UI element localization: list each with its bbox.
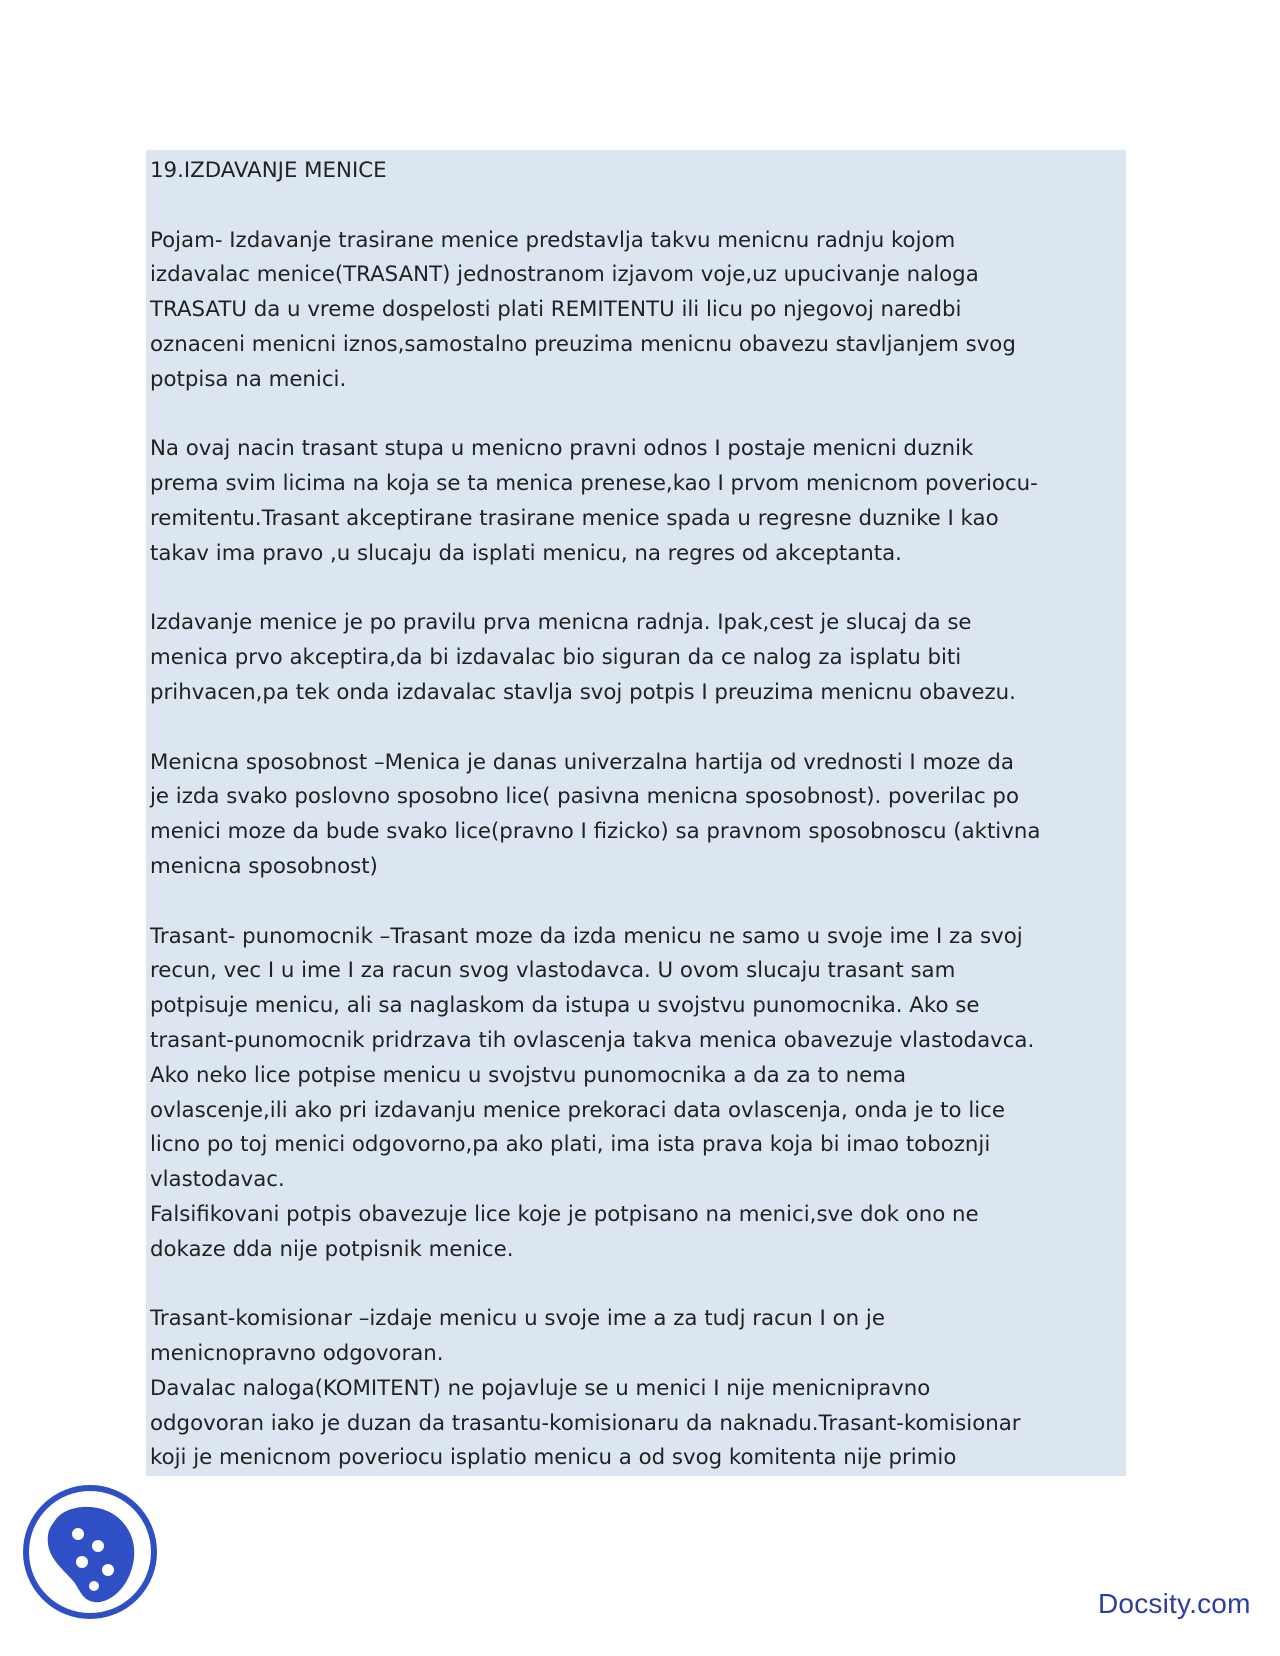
text-line: Na ovaj nacin trasant stupa u menicno pravni odnos I postaje menicni duznik	[150, 436, 974, 462]
text-line: menicnopravno odgovoran.	[150, 1341, 444, 1367]
text-line: oznaceni menicni iznos,samostalno preuzima menicnu obavezu stavljanjem svog	[150, 331, 1016, 357]
paragraph-gap	[150, 885, 1122, 920]
paragraph-gap	[150, 711, 1122, 746]
text-line: takav ima pravo ,u slucaju da isplati menicu, na regres od akceptanta.	[150, 540, 902, 566]
text-line: odgovoran iako je duzan da trasantu-komisionaru da naknadu.Trasant-komisionar	[150, 1410, 1021, 1436]
document-heading: 19.IZDAVANJE MENICE	[150, 158, 387, 183]
text-line: je izda svako poslovno sposobno lice( pasivna menicna sposobnost). poverilac po	[150, 784, 1019, 810]
docsity-logo-icon[interactable]	[20, 1482, 160, 1622]
text-line: menicna sposobnost)	[150, 853, 378, 879]
text-line: trasant-punomocnik pridrzava tih ovlascenja takva menica obavezuje vlastodavca.	[150, 1027, 1035, 1053]
paragraph	[150, 606, 1122, 710]
text-line: menica prvo akceptira,da bi izdavalac bio siguran da ce nalog za isplatu biti	[150, 645, 962, 671]
text-line: potpisa na menici.	[150, 366, 347, 392]
paragraph-gap	[150, 1268, 1122, 1303]
text-line: dokaze dda nije potpisnik menice.	[150, 1236, 514, 1262]
paragraph-gap	[150, 572, 1122, 607]
paragraph	[150, 1302, 1122, 1476]
text-line: vlastodavac.	[150, 1167, 285, 1193]
paragraph	[150, 920, 1122, 1268]
text-line: recun, vec I u ime I za racun svog vlastodavca. U ovom slucaju trasant sam	[150, 958, 956, 984]
text-line: menici moze da bude svako lice(pravno I fizicko) sa pravnom sposobnoscu (aktivna	[150, 819, 1041, 845]
text-line: Davalac naloga(KOMITENT) ne pojavluje se u menici I nije menicnipravno	[150, 1375, 931, 1401]
text-line: izdavalac menice(TRASANT) jednostranom izjavom voje,uz upucivanje naloga	[150, 262, 979, 288]
paragraph-gap	[150, 189, 1122, 224]
paragraphs-container	[150, 224, 1122, 1476]
text-line: koji je menicnom poveriocu isplatio menicu a od svog komitenta nije primio	[150, 1445, 957, 1471]
text-line: Menicna sposobnost –Menica je danas univerzalna hartija od vrednosti I moze da	[150, 749, 1014, 775]
document-text-block	[146, 150, 1126, 1476]
paragraph	[150, 224, 1122, 398]
text-line: Falsifikovani potpis obavezuje lice koje je potpisano na menici,sve dok ono ne	[150, 1201, 979, 1227]
paragraph	[150, 746, 1122, 885]
text-line: Pojam- Izdavanje trasirane menice predstavlja takvu menicnu radnju kojom	[150, 227, 956, 253]
text-line: TRASATU da u vreme dospelosti plati REMITENTU ili licu po njegovoj naredbi	[150, 297, 962, 323]
text-line: ovlascenje,ili ako pri izdavanju menice prekoraci data ovlascenja, onda je to lice	[150, 1097, 1005, 1123]
text-line: potpisuje menicu, ali sa naglaskom da istupa u svojstvu punomocnika. Ako se	[150, 993, 980, 1019]
docsity-brand-link[interactable]: Docsity.com	[1098, 1588, 1251, 1619]
text-line: prema svim licima na koja se ta menica prenese,kao I prvom menicnom poveriocu-	[150, 471, 1038, 497]
paragraph-gap	[150, 398, 1122, 433]
text-line: prihvacen,pa tek onda izdavalac stavlja svoj potpis I preuzima menicnu obavezu.	[150, 679, 1016, 705]
text-line: Trasant-komisionar –izdaje menicu u svoje ime a za tudj racun I on je	[150, 1306, 885, 1332]
text-line: Izdavanje menice je po pravilu prva menicna radnja. Ipak,cest je slucaj da se	[150, 610, 972, 636]
paragraph	[150, 432, 1122, 571]
text-line: remitentu.Trasant akceptirane trasirane menice spada u regresne duznike I kao	[150, 505, 999, 531]
text-line: Ako neko lice potpise menicu u svojstvu punomocnika a da za to nema	[150, 1062, 907, 1088]
text-line: licno po toj menici odgovorno,pa ako plati, ima ista prava koja bi imao toboznji	[150, 1132, 991, 1158]
text-line: Trasant- punomocnik –Trasant moze da izda menicu ne samo u svoje ime I za svoj	[150, 923, 1023, 949]
